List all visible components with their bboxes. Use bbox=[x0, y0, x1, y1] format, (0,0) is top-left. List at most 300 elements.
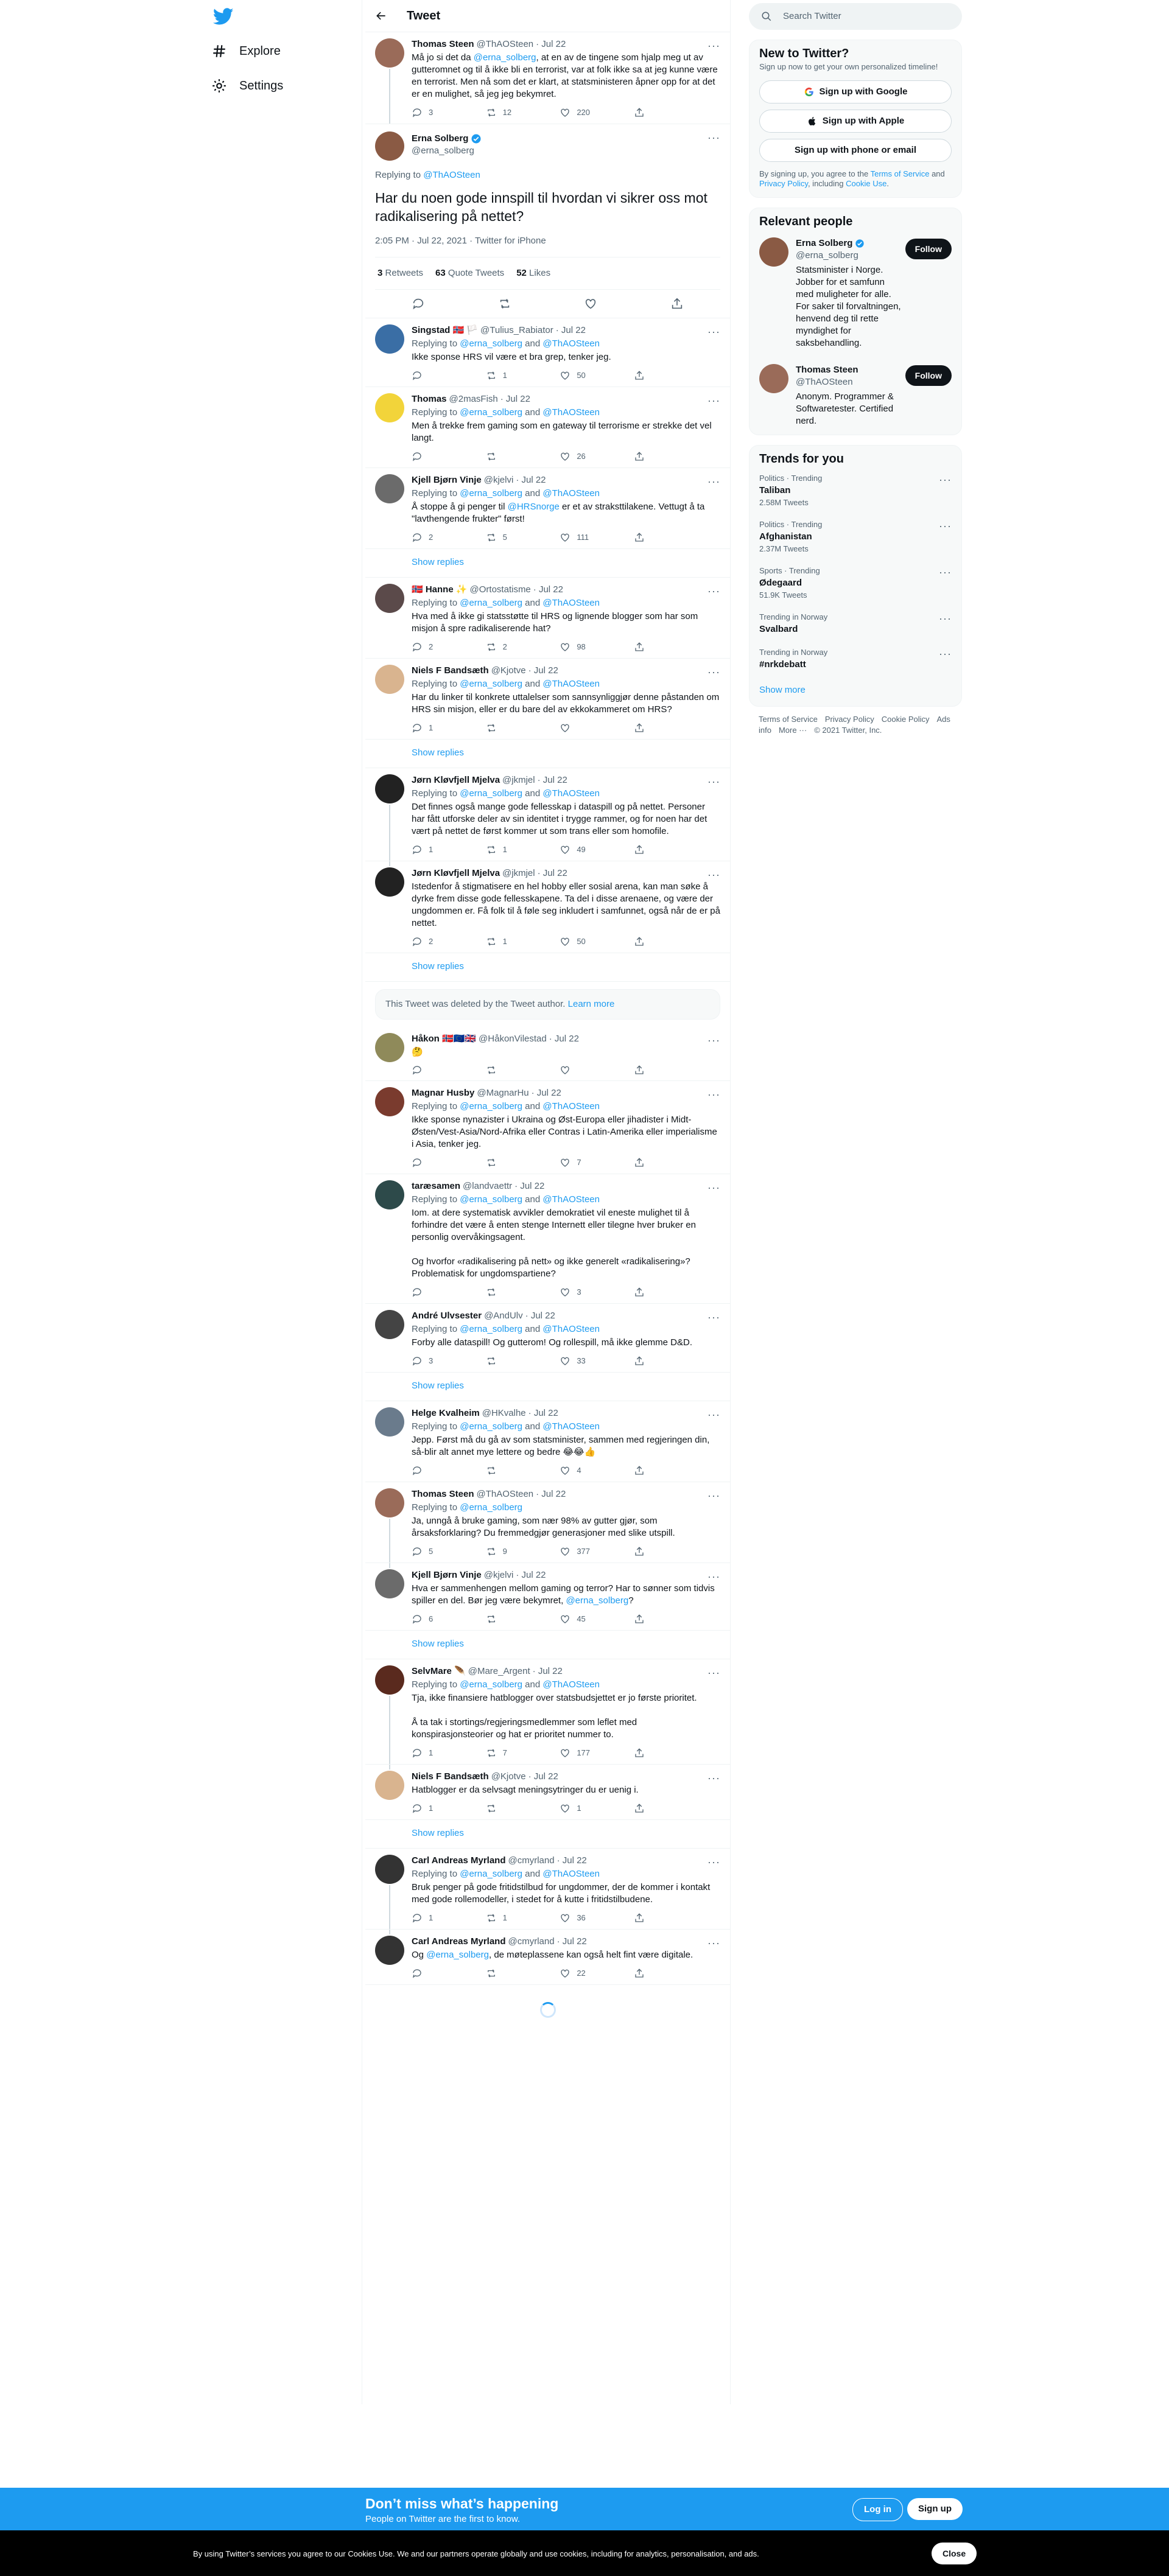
more-options-icon[interactable]: ··· bbox=[707, 40, 720, 52]
back-arrow-icon[interactable] bbox=[375, 10, 387, 22]
avatar[interactable] bbox=[375, 474, 404, 503]
learn-more-link[interactable]: Learn more bbox=[567, 999, 615, 1009]
like-button[interactable] bbox=[560, 1286, 596, 1298]
share-button[interactable] bbox=[634, 1545, 670, 1558]
tweet[interactable] bbox=[365, 1027, 730, 1081]
more-options-icon[interactable]: ··· bbox=[707, 666, 720, 678]
cookie-use-link[interactable]: Cookie Use bbox=[846, 179, 887, 188]
share-button[interactable] bbox=[634, 531, 670, 544]
thread-line bbox=[389, 805, 390, 861]
more-options-icon[interactable]: ··· bbox=[707, 1409, 720, 1421]
avatar[interactable] bbox=[375, 1569, 404, 1598]
retweet-button[interactable] bbox=[486, 1613, 522, 1625]
tweet-text: Men å trekke frem gaming som en gateway til terrorisme er strekke det vel langt. bbox=[412, 421, 712, 443]
tweet-date[interactable]: · Jul 22 bbox=[533, 584, 563, 595]
phone-signup-label: Sign up with phone or email bbox=[794, 145, 916, 155]
google-signup-button[interactable] bbox=[759, 80, 952, 103]
tweet-date[interactable]: · Jul 22 bbox=[556, 1855, 587, 1866]
tweet-date[interactable]: · Jul 22 bbox=[549, 1034, 579, 1044]
follow-button[interactable]: Follow bbox=[905, 239, 952, 259]
like-button[interactable] bbox=[560, 844, 596, 856]
show-replies-link[interactable]: Show replies bbox=[365, 1631, 730, 1659]
retweet-button[interactable] bbox=[486, 1802, 522, 1815]
tweet[interactable] bbox=[365, 1304, 730, 1373]
author-handle[interactable]: @HåkonVilestad bbox=[479, 1034, 547, 1044]
tweet-text: Har du linker til konkrete uttalelser som sannsynliggjør denne påstanden om HRS sin misjon, eller er du bare del av ekkokammeret om HRS? bbox=[412, 692, 720, 715]
author-handle[interactable]: @Kjotve bbox=[491, 665, 526, 676]
author-name[interactable]: SelvMare 🪶 bbox=[412, 1666, 466, 1676]
tweet-date[interactable]: · Jul 22 bbox=[555, 325, 586, 335]
share-icon bbox=[634, 1748, 645, 1759]
more-options-icon[interactable]: ··· bbox=[707, 1570, 720, 1583]
retweet-button[interactable] bbox=[486, 1157, 522, 1169]
reply-button[interactable] bbox=[412, 722, 448, 734]
retweet-button[interactable] bbox=[486, 1355, 522, 1367]
footer-link[interactable]: Privacy Policy bbox=[824, 715, 874, 724]
share-button[interactable] bbox=[634, 1065, 670, 1076]
person-handle[interactable]: @ThAOSteen bbox=[796, 377, 853, 387]
author-name[interactable]: Kjell Bjørn Vinje bbox=[412, 1570, 482, 1580]
tweet[interactable] bbox=[365, 387, 730, 468]
tweet-date[interactable]: · Jul 22 bbox=[516, 1570, 546, 1580]
trend-item[interactable] bbox=[749, 514, 961, 560]
author-name[interactable]: Niels F Bandsæth bbox=[412, 1771, 489, 1782]
like-button[interactable] bbox=[560, 1967, 596, 1979]
reply-button[interactable] bbox=[412, 1286, 448, 1298]
trends-title: Trends for you bbox=[759, 452, 844, 466]
signup-button[interactable]: Sign up bbox=[907, 2498, 963, 2520]
author-name[interactable]: Magnar Husby bbox=[412, 1088, 475, 1098]
tweet-date[interactable]: · Jul 22 bbox=[525, 1311, 555, 1321]
tweet[interactable] bbox=[365, 1482, 730, 1563]
tweet[interactable] bbox=[365, 1401, 730, 1482]
replying-to[interactable]: Replying to @erna_solberg and @ThAOSteen bbox=[412, 488, 600, 499]
author-handle[interactable]: @Tulius_Rabiator bbox=[480, 325, 553, 335]
heart-icon[interactable] bbox=[584, 297, 597, 310]
author-handle[interactable]: @ThAOSteen bbox=[476, 39, 534, 49]
share-icon[interactable] bbox=[670, 297, 684, 310]
heart-icon bbox=[560, 844, 570, 855]
author-name[interactable]: taræsamen bbox=[412, 1181, 461, 1191]
more-options-icon[interactable]: ··· bbox=[707, 1034, 720, 1046]
person-name[interactable]: Thomas Steen bbox=[796, 365, 858, 375]
trend-item[interactable] bbox=[749, 467, 961, 514]
replying-to[interactable]: Replying to @erna_solberg and @ThAOSteen bbox=[412, 1421, 600, 1432]
likes-count: 98 bbox=[577, 642, 586, 651]
more-options-icon[interactable]: ··· bbox=[707, 775, 720, 788]
more-options-icon[interactable]: ··· bbox=[707, 1489, 720, 1502]
avatar[interactable] bbox=[375, 1310, 404, 1339]
tweet[interactable] bbox=[365, 768, 730, 861]
replying-to[interactable]: Replying to @erna_solberg and @ThAOSteen bbox=[412, 1101, 600, 1111]
replying-to[interactable]: Replying to @erna_solberg and @ThAOSteen bbox=[412, 338, 600, 349]
search-input[interactable] bbox=[749, 3, 962, 30]
relevant-person[interactable] bbox=[749, 230, 961, 357]
author-name[interactable]: Thomas Steen bbox=[412, 1489, 474, 1499]
author-handle[interactable]: @Kjotve bbox=[491, 1771, 526, 1782]
reply-button[interactable] bbox=[412, 1747, 448, 1759]
reply-button[interactable] bbox=[412, 531, 448, 544]
retweet-count[interactable] bbox=[377, 267, 423, 279]
heart-icon bbox=[560, 1748, 570, 1759]
replying-to[interactable]: Replying to @erna_solberg and @ThAOSteen bbox=[412, 1869, 600, 1879]
like-button[interactable] bbox=[560, 1613, 596, 1625]
retweet-button[interactable] bbox=[486, 369, 522, 382]
retweets-count: 5 bbox=[502, 533, 507, 542]
likes-count: 177 bbox=[577, 1748, 591, 1757]
avatar[interactable] bbox=[375, 1488, 404, 1517]
tweet-date[interactable]: · Jul 22 bbox=[556, 1936, 587, 1947]
twitter-logo-icon[interactable] bbox=[213, 6, 234, 27]
more-options-icon[interactable]: ··· bbox=[707, 394, 720, 407]
author-name[interactable]: Kjell Bjørn Vinje bbox=[412, 475, 482, 485]
reply-button[interactable] bbox=[412, 1545, 448, 1558]
retweet-button[interactable] bbox=[486, 1912, 522, 1924]
author-name[interactable]: Helge Kvalheim bbox=[412, 1408, 480, 1418]
avatar[interactable] bbox=[375, 1855, 404, 1884]
replying-to[interactable]: Replying to @erna_solberg and @ThAOSteen bbox=[412, 1194, 600, 1205]
privacy-link[interactable]: Privacy Policy bbox=[759, 179, 808, 188]
author-name[interactable]: André Ulvsester bbox=[412, 1311, 482, 1321]
reply-button[interactable] bbox=[412, 641, 448, 653]
reply-button[interactable] bbox=[412, 936, 448, 948]
more-options-icon[interactable]: ··· bbox=[939, 520, 952, 532]
author-handle[interactable]: @jkmjel bbox=[502, 775, 535, 785]
share-button[interactable] bbox=[634, 1157, 670, 1169]
replying-to[interactable]: Replying to @erna_solberg and @ThAOSteen bbox=[412, 1679, 600, 1690]
author-handle[interactable]: @erna_solberg bbox=[412, 145, 474, 156]
retweet-button[interactable] bbox=[486, 641, 522, 653]
author-handle[interactable]: @MagnarHu bbox=[477, 1088, 529, 1098]
footer-link[interactable]: Ads info bbox=[759, 715, 950, 735]
tweet[interactable] bbox=[365, 659, 730, 740]
retweet-button[interactable] bbox=[486, 450, 522, 463]
cookie-close-button[interactable]: Close bbox=[932, 2543, 977, 2564]
retweet-button[interactable] bbox=[486, 1747, 522, 1759]
author-handle[interactable]: @cmyrland bbox=[508, 1855, 555, 1866]
tweet[interactable] bbox=[365, 1081, 730, 1174]
more-options-icon[interactable]: ··· bbox=[707, 1181, 720, 1194]
like-count[interactable] bbox=[516, 267, 550, 279]
more-options-icon[interactable]: ··· bbox=[707, 1667, 720, 1679]
more-options-icon[interactable]: ··· bbox=[707, 1856, 720, 1868]
avatar[interactable] bbox=[375, 867, 404, 897]
trend-item[interactable] bbox=[749, 560, 961, 606]
show-more-trends-link[interactable]: Show more bbox=[759, 685, 806, 695]
trend-item[interactable] bbox=[749, 642, 961, 677]
avatar[interactable] bbox=[375, 38, 404, 68]
avatar[interactable] bbox=[375, 1407, 404, 1437]
author-handle[interactable]: @2masFish bbox=[449, 394, 498, 404]
tweet-date[interactable]: · Jul 22 bbox=[528, 665, 558, 676]
reply-button[interactable] bbox=[412, 1912, 448, 1924]
avatar[interactable] bbox=[375, 774, 404, 803]
author-handle[interactable]: @ThAOSteen bbox=[476, 1489, 534, 1499]
share-button[interactable] bbox=[634, 1355, 670, 1367]
show-replies-link[interactable]: Show replies bbox=[365, 1820, 730, 1849]
share-button[interactable] bbox=[634, 1802, 670, 1815]
tweet-date[interactable]: · Jul 22 bbox=[528, 1408, 558, 1418]
person-name[interactable]: Erna Solberg bbox=[796, 238, 853, 248]
avatar[interactable] bbox=[759, 237, 788, 267]
replying-to[interactable]: Replying to @erna_solberg bbox=[412, 1502, 523, 1513]
likes-count: 49 bbox=[577, 845, 586, 854]
like-button[interactable] bbox=[560, 1465, 596, 1477]
tweet-actions bbox=[412, 1967, 670, 1979]
relevant-person[interactable] bbox=[749, 357, 961, 435]
more-options-icon[interactable]: ··· bbox=[939, 474, 952, 486]
retweet-button[interactable] bbox=[486, 722, 522, 734]
author-handle[interactable]: @kjelvi bbox=[483, 475, 514, 485]
nav-explore[interactable] bbox=[211, 43, 281, 59]
retweet-icon bbox=[486, 1157, 497, 1168]
tweet-date[interactable]: · Jul 22 bbox=[536, 1489, 566, 1499]
share-button[interactable] bbox=[634, 936, 670, 948]
tweet-date[interactable]: · Jul 22 bbox=[536, 39, 566, 49]
author-name[interactable]: Singstad 🇳🇴 🏳️ bbox=[412, 325, 479, 335]
tweet-date[interactable]: · Jul 22 bbox=[514, 1181, 545, 1191]
share-button[interactable] bbox=[634, 450, 670, 463]
author-name[interactable]: Thomas bbox=[412, 394, 447, 404]
more-options-icon[interactable]: ··· bbox=[939, 648, 952, 660]
tweet-date[interactable]: · Jul 22 bbox=[500, 394, 530, 404]
apple-signup-button[interactable] bbox=[759, 110, 952, 133]
more-options-icon[interactable]: ··· bbox=[707, 131, 720, 144]
tweet-date[interactable]: · Jul 22 bbox=[537, 868, 567, 878]
like-button[interactable] bbox=[560, 369, 596, 382]
avatar[interactable] bbox=[375, 1665, 404, 1695]
share-button[interactable] bbox=[634, 369, 670, 382]
login-button[interactable]: Log in bbox=[852, 2498, 903, 2521]
person-handle[interactable]: @erna_solberg bbox=[796, 250, 858, 261]
terms-link[interactable]: Terms of Service bbox=[870, 169, 930, 178]
reply-icon[interactable] bbox=[412, 297, 425, 310]
avatar[interactable] bbox=[375, 665, 404, 694]
like-button[interactable] bbox=[560, 450, 596, 463]
tweet[interactable] bbox=[365, 1765, 730, 1820]
tweet-text: 🤔 bbox=[412, 1047, 423, 1057]
like-button[interactable] bbox=[560, 1802, 596, 1815]
reply-button[interactable] bbox=[412, 1355, 448, 1367]
cookie-text: By using Twitter’s services you agree to our Cookies Use. We and our partners operate globally and use cookies, including for analytics, personalisation, and ads. bbox=[193, 2549, 759, 2558]
author-handle[interactable]: @Mare_Argent bbox=[468, 1666, 530, 1676]
tweet-actions bbox=[412, 1912, 670, 1924]
author-name[interactable]: Niels F Bandsæth bbox=[412, 665, 489, 676]
author-handle[interactable]: @HKvalhe bbox=[482, 1408, 526, 1418]
tweet-date[interactable]: · Jul 22 bbox=[531, 1088, 561, 1098]
show-replies-link[interactable]: Show replies bbox=[365, 1373, 730, 1401]
like-button[interactable] bbox=[560, 1065, 596, 1076]
reply-button[interactable] bbox=[412, 1157, 448, 1169]
tweet-timestamp[interactable]: 2:05 PM · Jul 22, 2021 · Twitter for iPhone bbox=[375, 235, 720, 257]
tweet[interactable] bbox=[365, 1930, 730, 1985]
like-button[interactable] bbox=[560, 1912, 596, 1924]
retweet-icon[interactable] bbox=[498, 297, 511, 310]
author-name[interactable]: Jørn Kløvfjell Mjelva bbox=[412, 868, 500, 878]
tweet-date[interactable]: · Jul 22 bbox=[516, 475, 546, 485]
tweet-text: Det finnes også mange gode fellesskap i dataspill og på nettet. Personer har fått utforske deler av sin identitet i trygge rammer, og for noen har det vært på nettet de først kommer ut som trans eller som homofile. bbox=[412, 802, 707, 836]
reply-button[interactable] bbox=[412, 107, 448, 119]
author-handle[interactable]: @cmyrland bbox=[508, 1936, 555, 1947]
author-name[interactable]: Carl Andreas Myrland bbox=[412, 1936, 506, 1947]
nav-settings[interactable] bbox=[211, 78, 283, 94]
quote-count[interactable] bbox=[435, 267, 504, 279]
reply-icon bbox=[412, 642, 423, 653]
tweet-date[interactable]: · Jul 22 bbox=[532, 1666, 563, 1676]
footer-link[interactable]: More ··· bbox=[778, 726, 807, 735]
like-button[interactable] bbox=[560, 1157, 596, 1169]
reply-icon bbox=[412, 532, 423, 543]
phone-email-signup-button[interactable] bbox=[759, 139, 952, 162]
more-options-icon[interactable]: ··· bbox=[707, 585, 720, 597]
retweet-button[interactable] bbox=[486, 1967, 522, 1979]
tweet[interactable] bbox=[365, 468, 730, 549]
trend-category: Trending in Norway bbox=[759, 612, 828, 621]
avatar[interactable] bbox=[375, 1033, 404, 1062]
more-options-icon[interactable]: ··· bbox=[707, 1088, 720, 1101]
more-options-icon[interactable]: ··· bbox=[707, 1772, 720, 1784]
share-button[interactable] bbox=[634, 1465, 670, 1477]
retweets-count: 12 bbox=[502, 108, 512, 117]
share-button[interactable] bbox=[634, 1613, 670, 1625]
reply-button[interactable] bbox=[412, 1967, 448, 1979]
tweet[interactable] bbox=[365, 1174, 730, 1304]
avatar[interactable] bbox=[375, 584, 404, 613]
like-button[interactable] bbox=[560, 531, 596, 544]
tweet-date[interactable]: · Jul 22 bbox=[537, 775, 567, 785]
more-options-icon[interactable]: ··· bbox=[707, 1311, 720, 1323]
reply-button[interactable] bbox=[412, 369, 448, 382]
heart-icon bbox=[560, 1546, 570, 1557]
replying-to[interactable]: Replying to @erna_solberg and @ThAOSteen bbox=[412, 788, 600, 799]
tweet-actions bbox=[412, 107, 670, 119]
more-options-icon[interactable]: ··· bbox=[707, 1937, 720, 1949]
avatar[interactable] bbox=[375, 324, 404, 354]
show-replies-link[interactable]: Show replies bbox=[365, 549, 730, 578]
retweet-button[interactable] bbox=[486, 1065, 522, 1076]
share-button[interactable] bbox=[634, 1967, 670, 1979]
avatar[interactable] bbox=[375, 1936, 404, 1965]
heart-icon bbox=[560, 370, 570, 381]
avatar[interactable] bbox=[375, 1771, 404, 1800]
replies-count: 6 bbox=[429, 1614, 434, 1623]
retweet-button[interactable] bbox=[486, 1545, 522, 1558]
more-options-icon[interactable]: ··· bbox=[707, 475, 720, 488]
tweet[interactable] bbox=[365, 1659, 730, 1765]
footer-link[interactable]: Terms of Service bbox=[759, 715, 818, 724]
more-options-icon[interactable]: ··· bbox=[707, 326, 720, 338]
replies-count: 2 bbox=[429, 937, 434, 946]
like-button[interactable] bbox=[560, 1747, 596, 1759]
retweets-count: 2 bbox=[502, 642, 507, 651]
reply-button[interactable] bbox=[412, 1802, 448, 1815]
trend-item[interactable] bbox=[749, 606, 961, 642]
tweet[interactable] bbox=[365, 1849, 730, 1930]
tweet[interactable] bbox=[365, 861, 730, 953]
avatar[interactable] bbox=[375, 1087, 404, 1116]
likes-count: 45 bbox=[577, 1614, 586, 1623]
replying-to[interactable]: Replying to @erna_solberg and @ThAOSteen bbox=[412, 598, 600, 608]
reply-button[interactable] bbox=[412, 1065, 448, 1076]
share-button[interactable] bbox=[634, 641, 670, 653]
reply-icon bbox=[412, 1157, 423, 1168]
like-button[interactable] bbox=[560, 936, 596, 948]
follow-button[interactable]: Follow bbox=[905, 365, 952, 386]
like-button[interactable] bbox=[560, 1355, 596, 1367]
share-button[interactable] bbox=[634, 1912, 670, 1924]
footer-links bbox=[749, 707, 962, 743]
author-name[interactable]: 🇳🇴 Hanne ✨ bbox=[412, 584, 468, 595]
author-name[interactable]: Håkon 🇳🇴🇪🇺🇬🇧 bbox=[412, 1034, 477, 1044]
retweet-button[interactable] bbox=[486, 1465, 522, 1477]
retweet-button[interactable] bbox=[486, 936, 522, 948]
tweet[interactable] bbox=[365, 318, 730, 387]
tweet[interactable] bbox=[365, 1563, 730, 1631]
main-tweet-text: Har du noen gode innspill til hvordan vi sikrer oss mot radikalisering på nettet? bbox=[375, 190, 707, 224]
like-button[interactable] bbox=[560, 641, 596, 653]
replying-to[interactable]: Replying to @erna_solberg and @ThAOSteen bbox=[412, 407, 600, 418]
show-replies-link[interactable]: Show replies bbox=[365, 740, 730, 768]
tweet-actions bbox=[412, 1065, 670, 1076]
like-button[interactable] bbox=[560, 722, 596, 734]
author-handle[interactable]: @kjelvi bbox=[483, 1570, 514, 1580]
author-handle[interactable]: @jkmjel bbox=[502, 868, 535, 878]
reply-button[interactable] bbox=[412, 844, 448, 856]
share-button[interactable] bbox=[634, 107, 670, 119]
avatar[interactable] bbox=[375, 1180, 404, 1209]
more-options-icon[interactable]: ··· bbox=[707, 869, 720, 881]
author-name[interactable]: Carl Andreas Myrland bbox=[412, 1855, 506, 1866]
reply-button[interactable] bbox=[412, 1613, 448, 1625]
share-button[interactable] bbox=[634, 1747, 670, 1759]
retweet-button[interactable] bbox=[486, 531, 522, 544]
avatar[interactable] bbox=[759, 364, 788, 393]
trend-name: Ødegaard bbox=[759, 578, 802, 588]
show-replies-link[interactable]: Show replies bbox=[365, 953, 730, 982]
retweet-button[interactable] bbox=[486, 844, 522, 856]
reply-button[interactable] bbox=[412, 1465, 448, 1477]
author-handle[interactable]: @Ortostatisme bbox=[469, 584, 531, 595]
avatar[interactable] bbox=[375, 131, 404, 161]
retweets-count: 1 bbox=[502, 937, 507, 946]
footer-link[interactable]: Cookie Policy bbox=[881, 715, 930, 724]
tweet-date[interactable]: · Jul 22 bbox=[528, 1771, 558, 1782]
tweet-text: Ikke sponse HRS vil være et bra grep, tenker jeg. bbox=[412, 352, 611, 362]
author-name[interactable]: Erna Solberg bbox=[412, 133, 469, 144]
author-name[interactable]: Thomas Steen bbox=[412, 39, 474, 49]
tweet[interactable] bbox=[365, 32, 730, 124]
author-handle[interactable]: @AndUlv bbox=[484, 1311, 523, 1321]
replying-to[interactable]: Replying to @erna_solberg and @ThAOSteen bbox=[412, 1324, 600, 1334]
retweet-button[interactable] bbox=[486, 1286, 522, 1298]
retweet-button[interactable] bbox=[486, 107, 522, 119]
author-handle[interactable]: @landvaettr bbox=[463, 1181, 513, 1191]
tweet[interactable] bbox=[365, 578, 730, 659]
footer-link[interactable]: © 2021 Twitter, Inc. bbox=[814, 726, 882, 735]
like-button[interactable] bbox=[560, 1545, 596, 1558]
author-name[interactable]: Jørn Kløvfjell Mjelva bbox=[412, 775, 500, 785]
share-button[interactable] bbox=[634, 722, 670, 734]
share-button[interactable] bbox=[634, 1286, 670, 1298]
more-options-icon[interactable]: ··· bbox=[939, 566, 952, 578]
reply-icon bbox=[412, 1913, 423, 1923]
avatar[interactable] bbox=[375, 393, 404, 422]
reply-button[interactable] bbox=[412, 450, 448, 463]
more-options-icon[interactable]: ··· bbox=[939, 612, 952, 625]
replying-to[interactable]: Replying to @erna_solberg and @ThAOSteen bbox=[412, 679, 600, 689]
like-button[interactable] bbox=[560, 107, 596, 119]
share-button[interactable] bbox=[634, 844, 670, 856]
